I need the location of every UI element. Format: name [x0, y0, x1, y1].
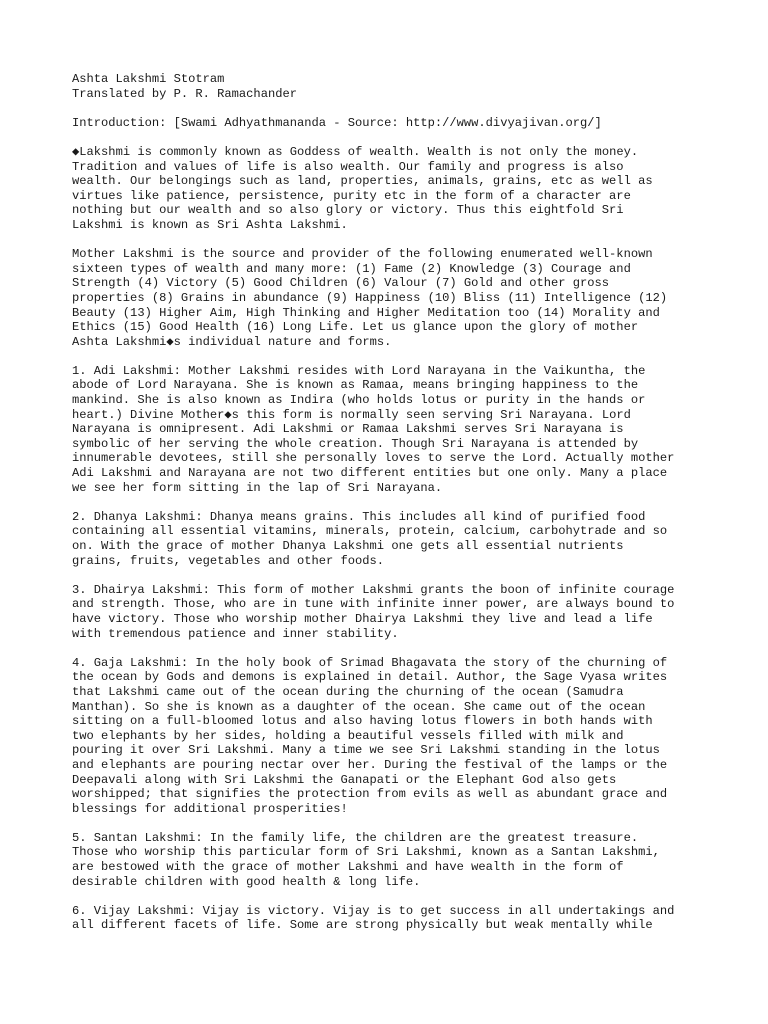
paragraph-line: 1. Adi Lakshmi: Mother Lakshmi resides with Lord Narayana in the Vaikuntha, the: [72, 363, 646, 378]
paragraph-line: 4. Gaja Lakshmi: In the holy book of Srimad Bhagavata the story of the churning of: [72, 655, 668, 670]
paragraph-line: ◆Lakshmi is commonly known as Goddess of wealth. Wealth is not only the money.: [72, 144, 639, 159]
paragraph: [72, 247, 712, 349]
paragraph-line: Lakshmi is known as Sri Ashta Lakshmi.: [72, 217, 348, 232]
paragraph-line: pouring it over Sri Lakshmi. Many a time we see Sri Lakshmi standing in the lotus: [72, 743, 660, 758]
paragraph: [72, 656, 712, 817]
paragraph-line: nothing but our wealth and so also glory or victory. Thus this eightfold Sri: [72, 203, 624, 218]
paragraph: [72, 904, 712, 933]
paragraph-line: abode of Lord Narayana. She is known as Ramaa, means bringing happiness to the: [72, 378, 639, 393]
paragraph-line: worshipped; that signifies the protection from evils as well as abundant grace and: [72, 787, 668, 802]
paragraph-line: wealth. Our belongings such as land, properties, animals, grains, etc as well as: [72, 174, 653, 189]
paragraph-line: virtues like patience, persistence, purity etc in the form of a character are: [72, 188, 631, 203]
paragraph: [72, 583, 712, 641]
paragraph-line: Adi Lakshmi and Narayana are not two different entities but one only. Many a place: [72, 466, 668, 481]
paragraph-line: 5. Santan Lakshmi: In the family life, the children are the greatest treasure.: [72, 830, 639, 845]
paragraph-line: Manthan). So she is known as a daughter of the ocean. She came out of the ocean: [72, 699, 646, 714]
document-header: [72, 72, 712, 101]
introduction-text: Introduction: [Swami Adhyathmananda - Source: http://www.divyajivan.org/]: [72, 115, 602, 130]
paragraph-line: the ocean by Gods and demons is explained in detail. Author, the Sage Vyasa writes: [72, 670, 668, 685]
paragraph-line: desirable children with good health & long life.: [72, 874, 421, 889]
paragraph-line: Strength (4) Victory (5) Good Children (6) Valour (7) Gold and other gross: [72, 276, 610, 291]
paragraph-line: Tradition and values of life is also wealth. Our family and progress is also: [72, 159, 624, 174]
paragraph-line: mankind. She is also known as Indira (who holds lotus or purity in the hands or: [72, 393, 646, 408]
paragraph-line: Mother Lakshmi is the source and provider of the following enumerated well-known: [72, 247, 653, 262]
paragraph-line: on. With the grace of mother Dhanya Lakshmi one gets all essential nutrients: [72, 539, 624, 553]
paragraph: [72, 145, 712, 233]
paragraph-line: all different facets of life. Some are strong physically but weak mentally while: [72, 918, 653, 933]
paragraph-line: and strength. Those, who are in tune with infinite inner power, are always bound to: [72, 597, 675, 612]
paragraph-line: Narayana is omnipresent. Adi Lakshmi or Ramaa Lakshmi serves Sri Narayana is: [72, 422, 624, 437]
paragraph-line: two elephants by her sides, holding a beautiful vessels filled with milk and: [72, 728, 624, 743]
paragraph-line: 6. Vijay Lakshmi: Vijay is victory. Vijay is to get success in all undertakings and: [72, 903, 675, 918]
paragraph-line: 2. Dhanya Lakshmi: Dhanya means grains. This includes all kind of purified food: [72, 509, 646, 524]
document-page: [72, 72, 712, 948]
paragraph-line: we see her form sitting in the lap of Sri Narayana.: [72, 480, 443, 495]
paragraph: [72, 510, 712, 568]
paragraph-line: are bestowed with the grace of mother Lakshmi and have wealth in the form of: [72, 860, 624, 875]
document-body: [72, 145, 712, 933]
paragraph-line: with tremendous patience and inner stability.: [72, 626, 399, 641]
paragraph-line: blessings for additional prosperities!: [72, 801, 348, 816]
document-title: Ashta Lakshmi Stotram: [72, 72, 225, 86]
paragraph-line: sixteen types of wealth and many more: (1) Fame (2) Knowledge (3) Courage and: [72, 261, 631, 276]
translator-credit: Translated by P. R. Ramachander: [72, 86, 297, 101]
paragraph-line: have victory. Those who worship mother Dhairya Lakshmi they live and lead a life: [72, 611, 653, 626]
paragraph-line: symbolic of her serving the whole creation. Though Sri Narayana is attended by: [72, 436, 639, 451]
paragraph-line: innumerable devotees, still she personally loves to serve the Lord. Actually mother: [72, 451, 675, 466]
paragraph-line: 3. Dhairya Lakshmi: This form of mother Lakshmi grants the boon of infinite courage: [72, 582, 675, 597]
paragraph-line: grains, fruits, vegetables and other foods.: [72, 553, 385, 568]
paragraph: [72, 364, 712, 495]
paragraph-line: Ethics (15) Good Health (16) Long Life. Let us glance upon the glory of mother: [72, 320, 639, 335]
paragraph-line: Deepavali along with Sri Lakshmi the Ganapati or the Elephant God also gets: [72, 772, 617, 787]
paragraph: [72, 831, 712, 889]
paragraph-line: that Lakshmi came out of the ocean during the churning of the ocean (Samudra: [72, 684, 624, 699]
paragraph-line: containing all essential vitamins, minerals, protein, calcium, carbohytrade and so: [72, 524, 668, 539]
paragraph-line: Beauty (13) Higher Aim, High Thinking and Higher Meditation too (14) Morality and: [72, 305, 660, 320]
paragraph-line: Those who worship this particular form of Sri Lakshmi, known as a Santan Lakshmi,: [72, 845, 660, 860]
paragraph-line: Ashta Lakshmi◆s individual nature and forms.: [72, 334, 392, 349]
introduction-line: [72, 116, 712, 131]
paragraph-line: properties (8) Grains in abundance (9) Happiness (10) Bliss (11) Intelligence (12): [72, 290, 668, 305]
paragraph-line: and elephants are pouring nectar over her. During the festival of the lamps or the: [72, 757, 668, 772]
paragraph-line: sitting on a full-bloomed lotus and also having lotus flowers in both hands with: [72, 714, 653, 729]
paragraph-line: heart.) Divine Mother◆s this form is normally seen serving Sri Narayana. Lord: [72, 407, 631, 422]
